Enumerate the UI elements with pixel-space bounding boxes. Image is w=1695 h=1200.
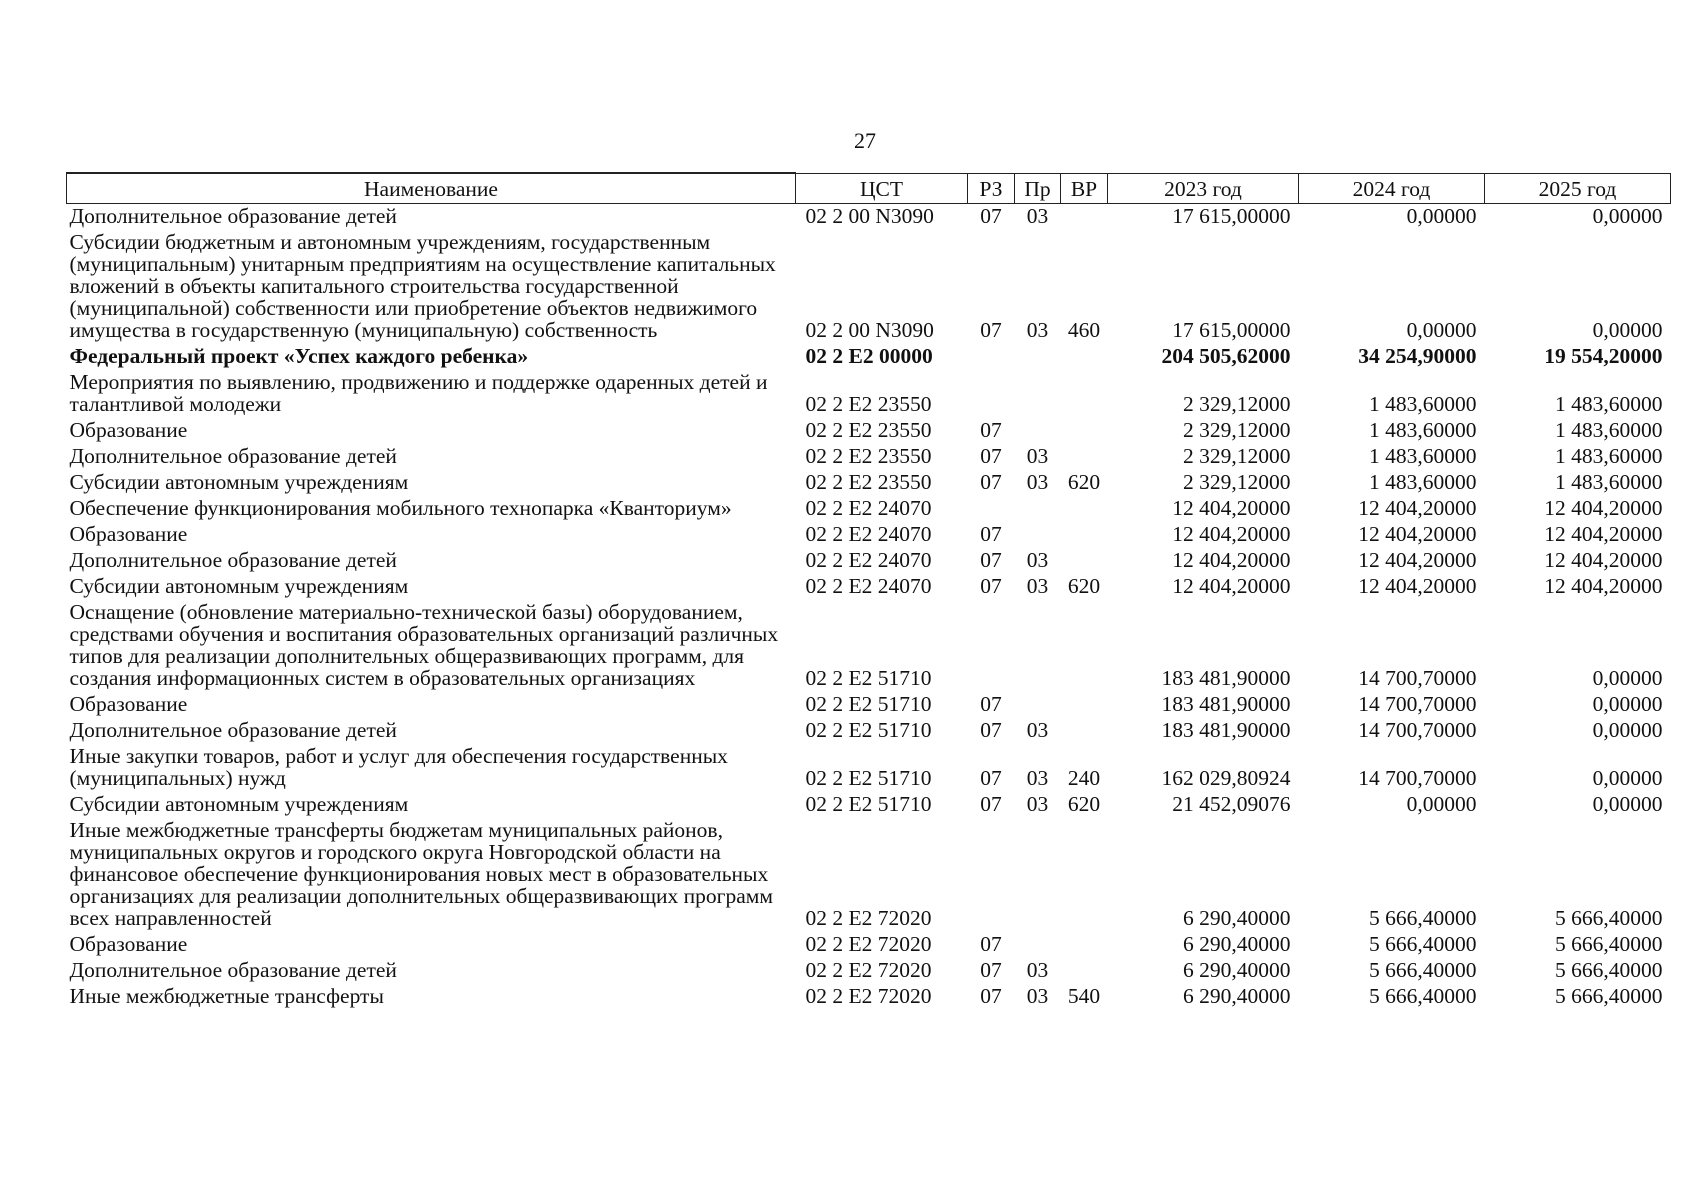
row-value-2023: 2 329,12000 (1183, 392, 1291, 416)
row-cst: 02 2 00 N3090 (805, 318, 934, 342)
row-value-2024: 14 700,70000 (1358, 692, 1477, 716)
table-row (67, 370, 1671, 418)
row-cst: 02 2 E2 24070 (805, 548, 932, 572)
row-value-2025: 0,00000 (1592, 692, 1663, 716)
row-value-2024: 0,00000 (1406, 318, 1477, 342)
table-row (67, 574, 1671, 600)
table-row (67, 958, 1671, 984)
row-name: Дополнительное образование детей (69, 548, 397, 572)
row-pr (1015, 344, 1061, 370)
table-row (67, 344, 1671, 370)
row-value-2023: 183 481,90000 (1161, 666, 1291, 690)
row-value-2025: 12 404,20000 (1544, 522, 1663, 546)
row-cst: 02 2 E2 72020 (805, 906, 932, 930)
row-rz: 07 (980, 574, 1002, 598)
row-value-2025: 1 483,60000 (1555, 392, 1663, 416)
row-vr (1061, 370, 1108, 418)
row-cst: 02 2 E2 51710 (805, 766, 932, 790)
row-vr (1061, 692, 1108, 718)
row-rz: 07 (980, 318, 1002, 342)
header-2025: 2025 год (1485, 173, 1671, 204)
row-name: Обеспечение функционирования мобильного технопарка «Кванториум» (69, 496, 732, 520)
row-cst: 02 2 E2 23550 (805, 418, 932, 442)
row-cst: 02 2 E2 23550 (805, 470, 932, 494)
row-value-2023: 2 329,12000 (1183, 444, 1291, 468)
row-pr: 03 (1026, 548, 1049, 572)
row-value-2025: 12 404,20000 (1544, 574, 1663, 598)
row-rz: 07 (980, 932, 1002, 956)
table-row (67, 792, 1671, 818)
row-value-2025: 0,00000 (1592, 204, 1663, 228)
row-cst: 02 2 E2 23550 (805, 392, 932, 416)
row-cst: 02 2 E2 24070 (805, 522, 932, 546)
row-vr (1061, 818, 1108, 932)
row-pr (1015, 496, 1061, 522)
row-value-2025: 0,00000 (1592, 318, 1663, 342)
row-value-2023: 6 290,40000 (1183, 932, 1291, 956)
row-name: Дополнительное образование детей (69, 444, 397, 468)
row-vr: 620 (1067, 792, 1101, 816)
row-value-2024: 12 404,20000 (1358, 574, 1477, 598)
row-pr (1015, 932, 1061, 958)
row-name: Иные закупки товаров, работ и услуг для обеспечения государственных (муниципальных) нужд (69, 744, 728, 790)
row-name: Иные межбюджетные трансферты (69, 984, 384, 1008)
table-row (67, 496, 1671, 522)
row-name: Оснащение (обновление материально-технической базы) оборудованием, средствами обучения и воспитания образовательных организаций различных типов для реализации дополнительных общеразвивающих программ, для создания информационных систем в образовательных организациях (69, 600, 779, 690)
row-cst: 02 2 E2 51710 (805, 666, 932, 690)
row-value-2025: 1 483,60000 (1555, 444, 1663, 468)
row-value-2023: 162 029,80924 (1161, 766, 1291, 790)
row-value-2024: 12 404,20000 (1358, 548, 1477, 572)
table-row (67, 548, 1671, 574)
row-cst: 02 2 E2 24070 (805, 496, 932, 520)
table-row (67, 600, 1671, 692)
row-value-2023: 2 329,12000 (1183, 418, 1291, 442)
table-row (67, 744, 1671, 792)
row-cst: 02 2 E2 72020 (805, 958, 932, 982)
row-pr: 03 (1026, 574, 1049, 598)
row-vr: 240 (1067, 766, 1101, 790)
row-rz: 07 (980, 984, 1002, 1008)
row-vr (1061, 418, 1108, 444)
row-pr: 03 (1026, 444, 1049, 468)
header-pr: Пр (1015, 173, 1061, 204)
table-header-row (67, 173, 1671, 204)
row-cst: 02 2 00 N3090 (805, 204, 934, 228)
row-value-2024: 14 700,70000 (1358, 718, 1477, 742)
page-number: 27 (854, 128, 876, 153)
header-name: Наименование (67, 173, 796, 204)
row-value-2024: 0,00000 (1406, 792, 1477, 816)
row-pr: 03 (1026, 318, 1049, 342)
row-value-2024: 5 666,40000 (1369, 984, 1477, 1008)
row-value-2024: 0,00000 (1406, 204, 1477, 228)
row-value-2023: 21 452,09076 (1172, 792, 1291, 816)
row-pr (1015, 522, 1061, 548)
row-value-2025: 12 404,20000 (1544, 496, 1663, 520)
row-rz (968, 344, 1015, 370)
table-row (67, 932, 1671, 958)
budget-table (66, 172, 1671, 1010)
row-value-2023: 12 404,20000 (1172, 548, 1291, 572)
row-cst: 02 2 E2 51710 (805, 692, 932, 716)
row-vr: 620 (1067, 574, 1101, 598)
row-vr: 540 (1067, 984, 1101, 1008)
row-value-2025: 1 483,60000 (1555, 418, 1663, 442)
row-value-2023: 17 615,00000 (1172, 318, 1291, 342)
row-rz (968, 600, 1015, 692)
row-value-2025: 0,00000 (1592, 718, 1663, 742)
row-value-2023: 183 481,90000 (1161, 718, 1291, 742)
header-2024: 2024 год (1299, 173, 1485, 204)
row-value-2023: 6 290,40000 (1183, 906, 1291, 930)
row-rz: 07 (980, 792, 1002, 816)
row-rz: 07 (980, 766, 1002, 790)
row-vr (1061, 932, 1108, 958)
row-rz: 07 (980, 718, 1002, 742)
row-rz (968, 496, 1015, 522)
row-pr: 03 (1026, 718, 1049, 742)
row-rz: 07 (980, 470, 1002, 494)
row-pr: 03 (1026, 984, 1049, 1008)
row-value-2025: 5 666,40000 (1555, 984, 1663, 1008)
header-vr: ВР (1061, 173, 1108, 204)
row-cst: 02 2 E2 72020 (805, 932, 932, 956)
row-rz: 07 (980, 444, 1002, 468)
row-cst: 02 2 E2 51710 (805, 718, 932, 742)
row-pr (1015, 418, 1061, 444)
row-pr (1015, 818, 1061, 932)
table-row (67, 692, 1671, 718)
row-name: Субсидии бюджетным и автономным учреждениям, государственным (муниципальным) унитарным предприятиям на осуществление капитальных вложений в объекты капитального строительства государственной (муниципальной) собственности или приобретение объектов недвижимого имущества в государственную (муниципальную) собственность (69, 230, 776, 342)
row-name: Дополнительное образование детей (69, 718, 397, 742)
row-pr (1015, 692, 1061, 718)
row-vr (1061, 522, 1108, 548)
row-name: Дополнительное образование детей (69, 958, 397, 982)
row-value-2023: 17 615,00000 (1172, 204, 1291, 228)
row-value-2024: 14 700,70000 (1358, 766, 1477, 790)
row-pr: 03 (1026, 766, 1049, 790)
row-pr: 03 (1026, 792, 1049, 816)
row-vr (1061, 496, 1108, 522)
row-vr (1061, 444, 1108, 470)
row-value-2024: 12 404,20000 (1358, 522, 1477, 546)
row-value-2023: 12 404,20000 (1172, 496, 1291, 520)
row-pr: 03 (1026, 958, 1049, 982)
row-value-2025: 5 666,40000 (1555, 932, 1663, 956)
row-value-2023: 12 404,20000 (1172, 522, 1291, 546)
row-rz: 07 (980, 692, 1002, 716)
row-pr: 03 (1026, 204, 1049, 228)
row-value-2024: 5 666,40000 (1369, 932, 1477, 956)
row-value-2025: 5 666,40000 (1555, 906, 1663, 930)
row-name: Субсидии автономным учреждениям (69, 470, 409, 494)
header-cst: ЦСТ (796, 173, 968, 204)
row-name: Мероприятия по выявлению, продвижению и поддержке одаренных детей и талантливой молодежи (69, 370, 768, 416)
row-name: Субсидии автономным учреждениям (69, 574, 409, 598)
row-value-2024: 5 666,40000 (1369, 958, 1477, 982)
row-value-2024: 1 483,60000 (1369, 444, 1477, 468)
row-value-2025: 0,00000 (1592, 792, 1663, 816)
table-row (67, 444, 1671, 470)
row-value-2025: 5 666,40000 (1555, 958, 1663, 982)
row-name: Образование (69, 692, 188, 716)
table-row (67, 818, 1671, 932)
row-cst: 02 2 E2 72020 (805, 984, 932, 1008)
table-row (67, 204, 1671, 231)
row-value-2023: 204 505,62000 (1161, 344, 1291, 368)
row-value-2024: 34 254,90000 (1358, 344, 1477, 368)
row-vr (1061, 958, 1108, 984)
row-cst: 02 2 E2 00000 (805, 344, 933, 368)
row-pr: 03 (1026, 470, 1049, 494)
row-name: Образование (69, 932, 188, 956)
row-rz: 07 (980, 548, 1002, 572)
row-value-2023: 6 290,40000 (1183, 984, 1291, 1008)
row-rz: 07 (980, 418, 1002, 442)
row-rz (968, 370, 1015, 418)
header-rz: РЗ (968, 173, 1015, 204)
row-value-2024: 1 483,60000 (1369, 470, 1477, 494)
row-value-2025: 19 554,20000 (1544, 344, 1663, 368)
row-vr (1061, 548, 1108, 574)
table-row (67, 470, 1671, 496)
row-value-2024: 1 483,60000 (1369, 418, 1477, 442)
row-value-2024: 5 666,40000 (1369, 906, 1477, 930)
row-value-2023: 2 329,12000 (1183, 470, 1291, 494)
row-name: Дополнительное образование детей (69, 204, 397, 228)
row-value-2023: 12 404,20000 (1172, 574, 1291, 598)
table-row (67, 522, 1671, 548)
row-value-2025: 1 483,60000 (1555, 470, 1663, 494)
row-value-2025: 0,00000 (1592, 766, 1663, 790)
row-cst: 02 2 E2 23550 (805, 444, 932, 468)
row-cst: 02 2 E2 51710 (805, 792, 932, 816)
row-value-2023: 183 481,90000 (1161, 692, 1291, 716)
table-row (67, 984, 1671, 1010)
row-vr: 620 (1067, 470, 1101, 494)
row-pr (1015, 600, 1061, 692)
row-pr (1015, 370, 1061, 418)
row-vr (1061, 600, 1108, 692)
row-vr (1061, 718, 1108, 744)
header-2023: 2023 год (1108, 173, 1299, 204)
row-name: Образование (69, 418, 188, 442)
row-rz: 07 (980, 522, 1002, 546)
row-vr (1061, 204, 1108, 231)
row-rz (968, 818, 1015, 932)
row-value-2025: 0,00000 (1592, 666, 1663, 690)
row-cst: 02 2 E2 24070 (805, 574, 932, 598)
table-row (67, 418, 1671, 444)
row-vr (1061, 344, 1108, 370)
table-body (67, 204, 1671, 1011)
table-row (67, 230, 1671, 344)
row-value-2025: 12 404,20000 (1544, 548, 1663, 572)
row-vr: 460 (1067, 318, 1101, 342)
row-name: Субсидии автономным учреждениям (69, 792, 409, 816)
row-rz: 07 (980, 204, 1002, 228)
row-value-2024: 12 404,20000 (1358, 496, 1477, 520)
row-rz: 07 (980, 958, 1002, 982)
row-value-2023: 6 290,40000 (1183, 958, 1291, 982)
row-name: Иные межбюджетные трансферты бюджетам муниципальных районов, муниципальных округов и городского округа Новгородской области на финансовое обеспечение функционирования новых мест в образовательных организациях для реализации дополнительных общеразвивающих программ всех направленностей (69, 818, 773, 930)
row-name: Федеральный проект «Успех каждого ребенка» (69, 344, 529, 368)
table-row (67, 718, 1671, 744)
row-name: Образование (69, 522, 188, 546)
row-value-2024: 14 700,70000 (1358, 666, 1477, 690)
row-value-2024: 1 483,60000 (1369, 392, 1477, 416)
